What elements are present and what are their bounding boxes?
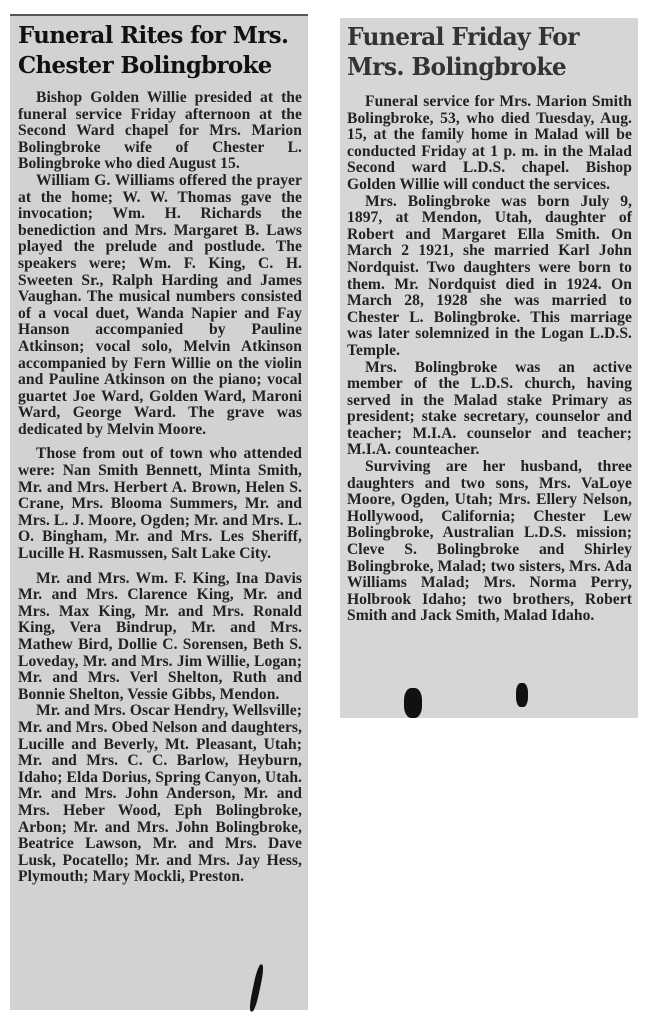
left-paragraph-2: William G. Williams offered the prayer at the home; W. W. Thomas gave the invocation; Wm. H. Richards the benediction and Mrs. Margaret B. Laws played the prelude and postlude. The speakers were; Wm. F. King, C. H. Sweeten Sr., Ralph Harding and James Vaughan. The musical numbers consisted of a vocal duet, Wanda Napier and Fay Hanson accompanied by Pauline Atkinson; vocal solo, Melvin Atkinson accompanied by Fern Willie on the violin and Pauline Atkinson on the piano; vocal guartet Joe Ward, Golden Ward, Maroni Ward, George Ward. The grave was dedicated by Melvin Moore. [18, 171, 302, 438]
ink-smudge [404, 688, 422, 718]
left-headline: Funeral Rites for Mrs. Chester Bolingbroke [18, 21, 289, 79]
ink-smudge [248, 964, 265, 1012]
right-clipping [340, 18, 638, 718]
right-headline: Funeral Friday For Mrs. Bolingbroke [347, 22, 579, 81]
right-paragraph-4: Surviving are her husband, three daughters and two sons, Mrs. VaLoye Moore, Ogden, Utah; Mrs. Ellery Nelson, Hollywood, California; Chester Lew Bolingbroke, Australian L.D.S. mission; Cleve S. Bolingbroke and Shirley Bolingbroke, Malad; two sisters, Mrs. Ada Williams Malad; Mrs. Norma Perry, Holbrook Idaho; two brothers, Robert Smith and Jack Smith, Malad Idaho. [347, 458, 632, 625]
right-paragraph-1: Funeral service for Mrs. Marion Smith Bolingbroke, 53, who died Tuesday, Aug. 15, at the family home in Malad will be conducted Friday at 1 p. m. in the Malad Second ward L.D.S. chapel. Bishop Golden Willie will conduct the services. [347, 93, 632, 193]
right-paragraph-3: Mrs. Bolingbroke was an active member of the L.D.S. church, having served in the Malad stake Primary as president; stake secretary, counselor and teacher; M.I.A. counselor and teacher; M.I.A. counteacher. [347, 358, 632, 459]
left-paragraph-3: Those from out of town who attended were: Nan Smith Bennett, Minta Smith, Mr. and Mrs. Herbert A. Brown, Helen S. Crane, Mrs. Blooma Summers, Mr. and Mrs. L. J. Moore, Ogden; Mr. and Mrs. L. O. Bingham, Mr. and Mrs. Les Sheriff, Lucille H. Rasmussen, Salt Lake City. [18, 445, 302, 563]
left-clipping [10, 14, 308, 1010]
right-paragraph-2: Mrs. Bolingbroke was born July 9, 1897, at Mendon, Utah, daughter of Robert and Margaret Ella Smith. On March 2 1921, she married Karl John Nordquist. Two daughters were born to them. Mr. Nordquist died in 1924. On March 28, 1928 she was married to Chester L. Bolingbroke. This marriage was later solemnized in the Logan L.D.S. Temple. [347, 192, 632, 359]
left-paragraph-1: Bishop Golden Willie presided at the funeral service Friday afternoon at the Second Ward chapel for Mrs. Marion Bolingbroke wife of Chester L. Bolingbroke who died August 15. [18, 89, 302, 173]
left-paragraph-5: Mr. and Mrs. Oscar Hendry, Wellsville; Mr. and Mrs. Obed Nelson and daughters, Lucille and Beverly, Mt. Pleasant, Utah; Mr. and Mrs. C. C. Barlow, Heyburn, Idaho; Elda Dorius, Spring Canyon, Utah. Mr. and Mrs. John Anderson, Mr. and Mrs. Heber Wood, Eph Bolingbroke, Arbon; Mr. and Mrs. John Bolingbroke, Beatrice Lawson, Mr. and Mrs. Dave Lusk, Pocatello; Mr. and Mrs. Jay Hess, Plymouth; Mary Mockli, Preston. [18, 702, 302, 886]
left-paragraph-4: Mr. and Mrs. Wm. F. King, Ina Davis Mr. and Mrs. Clarence King, Mr. and Mrs. Max King, Mr. and Mrs. Ronald King, Vera Bindrup, Mr. and Mrs. Mathew Bird, Dollie C. Sorensen, Beth S. Loveday, Mr. and Mrs. Jim Willie, Logan; Mr. and Mrs. Verl Shelton, Ruth and Bonnie Shelton, Vessie Gibbs, Mendon. [18, 569, 302, 703]
ink-smudge [516, 683, 528, 707]
